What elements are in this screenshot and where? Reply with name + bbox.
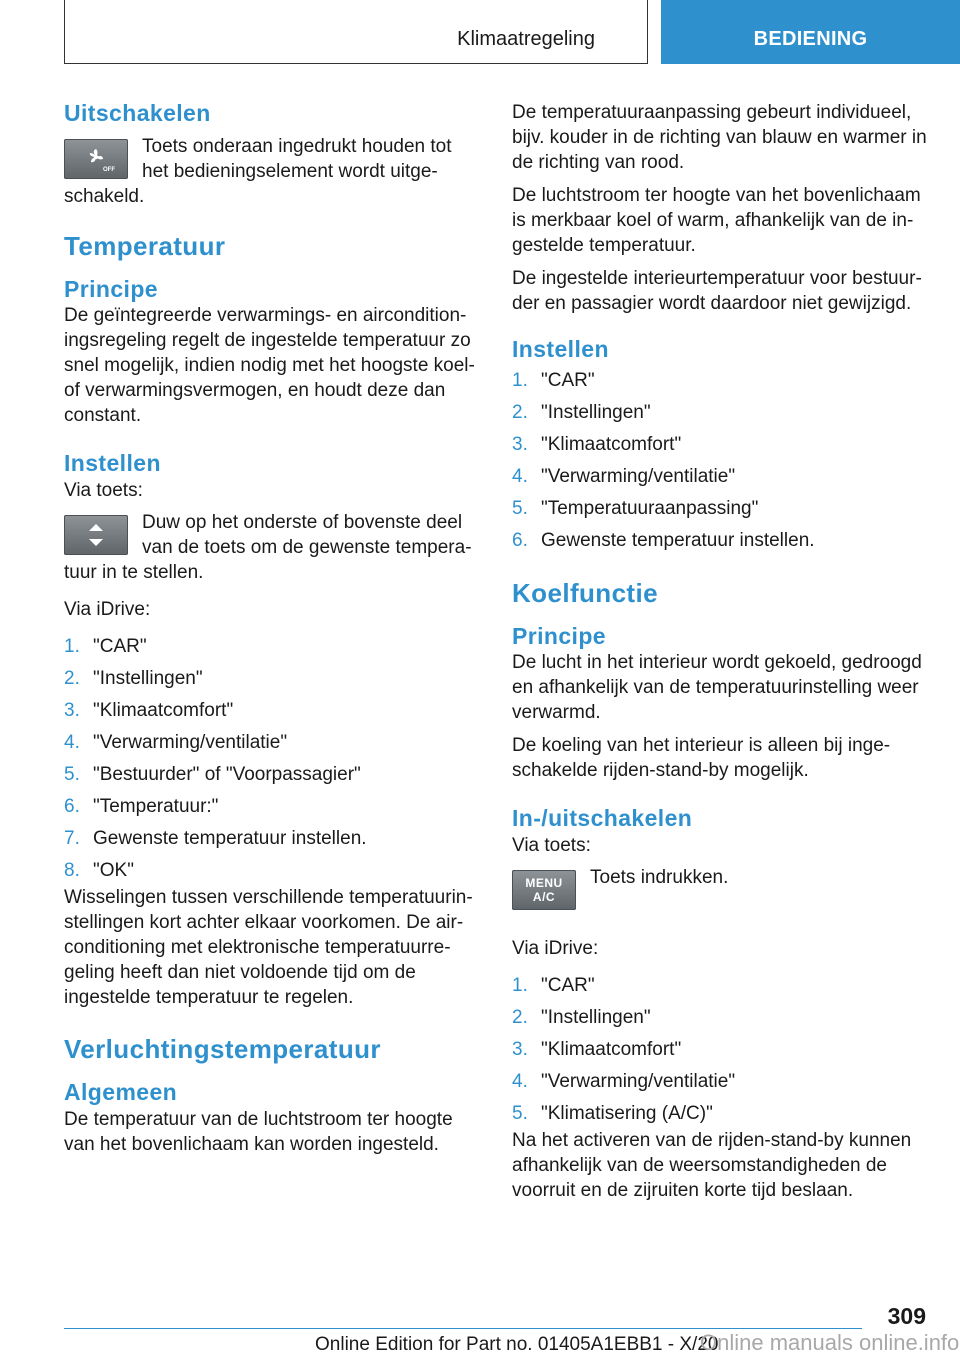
list-item (64, 634, 478, 659)
koelfunctie-steps (512, 973, 932, 1126)
step-text: "OK" (93, 859, 134, 881)
list-item (64, 666, 478, 691)
step-text: "Klimaatcomfort" (541, 1038, 682, 1060)
algemeen-text: De temperatuur van de luchtstroom ter hoogte van het bovenlichaam kan worden ingesteld. (64, 1108, 453, 1155)
list-item (512, 528, 932, 553)
menu-ac-icon (512, 870, 576, 910)
heading-uitschakelen: Uitschakelen (64, 100, 211, 126)
step-number: 4. (64, 731, 80, 753)
instellen-steps (512, 368, 932, 553)
right-column (512, 100, 932, 1203)
step-number: 2. (512, 401, 528, 423)
heading-algemeen: Algemeen (64, 1079, 178, 1106)
step-number: 4. (512, 465, 528, 487)
step-number: 5. (512, 1102, 528, 1124)
list-item (64, 762, 478, 787)
heading-koelfunctie: Koelfunctie (512, 577, 658, 608)
step-number: 5. (64, 763, 80, 785)
intro-text-1: De temperatuuraanpassing gebeurt individueel, bijv. kouder in de richting van blauw en warmer in de richting van rood. (512, 102, 927, 173)
koelfunctie-note: Na het activeren van de rijden-stand-by kunnen afhankelijk van de weersomstandigheden de voorruit en de zijruiten korte tijd beslaan. (512, 1129, 912, 1201)
ac-toets-paragraph (512, 865, 932, 904)
temperatuur-steps (64, 634, 478, 883)
list-item (512, 973, 932, 998)
menu-ac-icon-line1: MENU (525, 875, 563, 890)
footer-divider (64, 1328, 862, 1329)
step-text: "CAR" (541, 369, 595, 391)
step-number: 3. (512, 1038, 528, 1060)
step-text: Gewenste temperatuur instellen. (93, 827, 367, 849)
list-item (512, 464, 932, 489)
step-text: "Bestuurder" of "Voorpassagier" (93, 763, 361, 785)
step-text: "Klimaatcomfort" (541, 433, 682, 455)
step-text: "Instellingen" (541, 401, 651, 423)
intro-text-2: De luchtstroom ter hoogte van het bovenlichaam is merkbaar koel of warm, afhankelijk van de in-gestelde temperatuur. (512, 185, 921, 256)
left-column (64, 100, 478, 1157)
watermark: Online manuals online.info (700, 1330, 960, 1355)
step-text: "Klimaatcomfort" (93, 699, 234, 721)
step-text: "Instellingen" (93, 667, 203, 689)
menu-ac-icon-line2: A/C (532, 889, 556, 904)
step-text: "Verwarming/ventilatie" (93, 731, 288, 753)
heading-instellen: Instellen (64, 450, 161, 477)
list-item (512, 1101, 932, 1126)
list-item (64, 794, 478, 819)
via-toets-label-right: Via toets: (512, 834, 591, 856)
list-item (512, 496, 932, 521)
heading-principe-right: Principe (512, 622, 606, 649)
step-number: 3. (64, 699, 80, 721)
toets-text: Duw op het onderste of bovenste deel van de toets om de gewenste tempera-tuur in te stellen. (64, 511, 472, 583)
list-item (512, 1005, 932, 1030)
step-text: "Klimatisering (A/C)" (541, 1102, 713, 1124)
koelfunctie-principe-text-2: De koeling van het interieur is alleen bij inge-schakelde rijden-stand-by mogelijk. (512, 735, 891, 782)
svg-text:OFF: OFF (103, 166, 115, 173)
step-text: "CAR" (93, 635, 147, 657)
toets-paragraph (64, 510, 478, 585)
uitschakelen-paragraph (64, 134, 478, 209)
heading-in-uitschakelen: In-/uitschakelen (512, 805, 693, 832)
heading-instellen-right: Instellen (512, 336, 609, 362)
heading-temperatuur: Temperatuur (64, 230, 226, 261)
uitschakelen-text: Toets onderaan ingedrukt houden tot het bedieningselement wordt uitge-schakeld. (64, 135, 452, 207)
step-number: 1. (512, 974, 528, 996)
step-number: 4. (512, 1070, 528, 1092)
page-number: 309 (887, 1303, 926, 1329)
koelfunctie-principe-text-1: De lucht in het interieur wordt gekoeld, gedroogd en afhankelijk van de temperatuurinstelling weer verwarmd. (512, 652, 922, 724)
fan-off-icon (64, 139, 128, 179)
via-idrive-label: Via iDrive: (64, 598, 151, 620)
header-box (64, 0, 648, 64)
heading-verluchtingstemperatuur: Verluchtingstemperatuur (64, 1033, 381, 1064)
step-text: Gewenste temperatuur instellen. (541, 529, 815, 551)
step-number: 6. (64, 795, 80, 817)
list-item (512, 400, 932, 425)
up-down-arrows-icon (64, 515, 128, 555)
temperatuur-note: Wisselingen tussen verschillende temperatuurin-stellingen kort achter elkaar voorkomen. De air-conditioning met elektronische temperatuurre-geling heeft dan niet voldoende tijd om de ingestelde temperatuur te regelen. (64, 886, 473, 1008)
step-number: 1. (64, 635, 80, 657)
list-item (64, 698, 478, 723)
intro-text-3: De ingestelde interieurtemperatuur voor bestuur-der en passagier wordt daardoor niet gewijzigd. (512, 268, 922, 314)
via-idrive-label-right: Via iDrive: (512, 937, 599, 959)
step-number: 1. (512, 369, 528, 391)
step-number: 3. (512, 433, 528, 455)
list-item (64, 730, 478, 755)
step-text: "Verwarming/ventilatie" (541, 1070, 736, 1092)
step-number: 5. (512, 497, 528, 519)
step-number: 2. (64, 667, 80, 689)
step-text: "Temperatuur:" (93, 795, 219, 817)
ac-toets-text: Toets indrukken. (590, 866, 729, 888)
step-text: "Temperatuuraanpassing" (541, 497, 759, 519)
step-number: 2. (512, 1006, 528, 1028)
section-title: Klimaatregeling (457, 28, 595, 50)
step-number: 6. (512, 529, 528, 551)
step-number: 8. (64, 859, 80, 881)
step-text: "Verwarming/ventilatie" (541, 465, 736, 487)
list-item (512, 432, 932, 457)
step-text: "Instellingen" (541, 1006, 651, 1028)
list-item (512, 1037, 932, 1062)
step-number: 7. (64, 827, 80, 849)
via-toets-label: Via toets: (64, 479, 143, 501)
list-item (64, 858, 478, 883)
principe-text: De geïntegreerde verwarmings- en aircondition-ingsregeling regelt de ingestelde temperatuur zo snel mogelijk, indien nodig met het hoogste koel- of verwarmingsvermogen, en houdt deze dan constant. (64, 305, 475, 427)
list-item (512, 368, 932, 393)
step-text: "CAR" (541, 974, 595, 996)
list-item (512, 1069, 932, 1094)
heading-principe: Principe (64, 275, 158, 302)
list-item (64, 826, 478, 851)
chapter-tab: BEDIENING (661, 0, 960, 64)
edition-text: Online Edition for Part no. 01405A1EBB1 - X/20 (315, 1334, 719, 1355)
